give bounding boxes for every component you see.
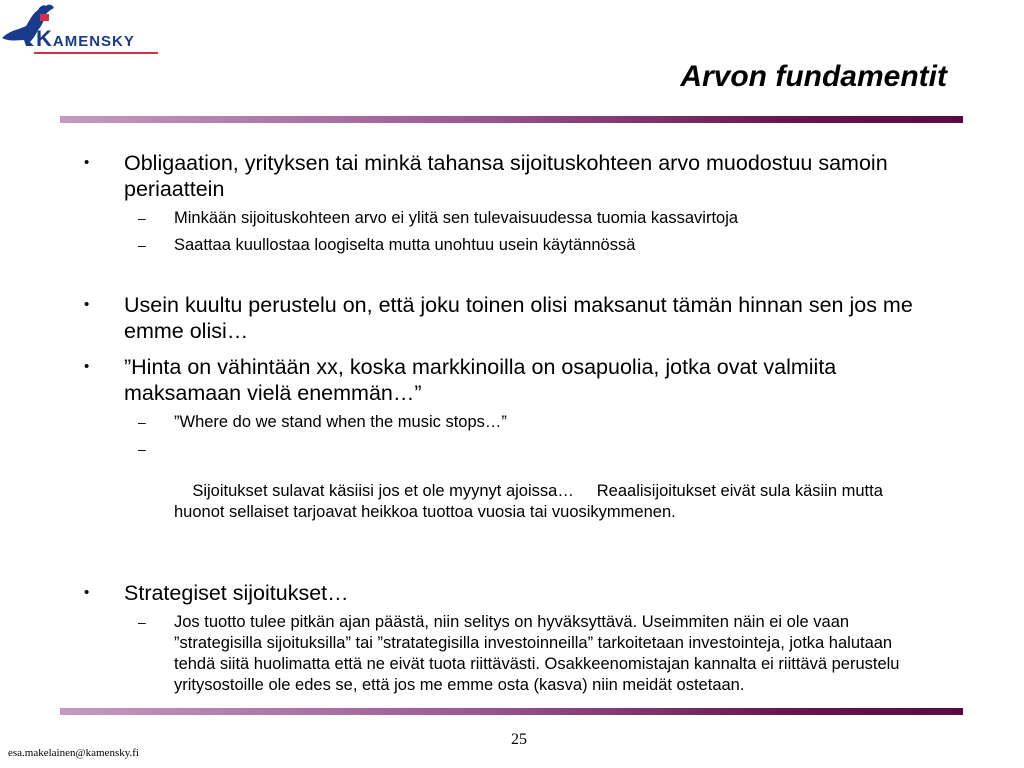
- company-logo: [0, 0, 170, 62]
- bullet-marker: •: [84, 154, 90, 171]
- bullet-marker: •: [84, 358, 90, 375]
- slide-content: [80, 150, 930, 696]
- sub-bullet-text: Saattaa kuullostaa loogiselta mutta unohtuu usein käytännössä: [174, 236, 636, 254]
- top-divider: [60, 116, 963, 123]
- sub-bullet-item: [80, 208, 930, 229]
- sub-bullet-text: Jos tuotto tulee pitkän ajan päästä, niin selitys on hyväksyttävä. Useimmiten näin ei ole vaan ”strategisilla sijoituksilla” tai ”stratategisilla investoinneilla” tarkoitetaan investointeja, jotka halutaan tehdä siitä huolimatta että ne eivät tuota riittävästi. Osakkeenomistajan kannalta ei riittävä perustelu yritysostoille ole edes se, että jos me emme osta (kasva) niin meidät ostetaan.: [174, 613, 900, 694]
- logo-underline: [34, 52, 158, 54]
- sub-bullet-item: [80, 439, 930, 544]
- bullet-marker: •: [84, 296, 90, 313]
- dash-marker: –: [138, 614, 146, 630]
- bullet-item: [80, 580, 930, 606]
- bullet-item: [80, 354, 930, 406]
- bullet-item: [80, 150, 930, 202]
- sub-bullet-item: [80, 612, 930, 696]
- bottom-divider: [60, 708, 963, 715]
- dash-marker: –: [138, 441, 146, 457]
- bullet-text: Obligaation, yrityksen tai minkä tahansa sijoituskohteen arvo muodostuu samoin periaattein: [124, 151, 888, 201]
- sub-bullet-text: Sijoitukset sulavat käsiisi jos et ole myynyt ajoissa… Reaalisijoitukset eivät sula käsiin mutta huonot sellaiset tarjoavat heikkoa tuottoa vuosia tai vuosikymmenen.: [174, 482, 888, 521]
- bullet-text: Usein kuultu perustelu on, että joku toinen olisi maksanut tämän hinnan sen jos me emme olisi…: [124, 293, 913, 343]
- bullet-marker: •: [84, 584, 90, 601]
- slide-title: Arvon fundamentit: [680, 60, 947, 93]
- bullet-item: [80, 292, 930, 344]
- dash-marker: –: [138, 414, 146, 430]
- sub-bullet-item: [80, 412, 930, 433]
- dash-marker: –: [138, 210, 146, 226]
- sub-bullet-text: ”Where do we stand when the music stops…”: [174, 413, 507, 431]
- footer-email: esa.makelainen@kamensky.fi: [8, 747, 139, 759]
- sub-bullet-text: Minkään sijoituskohteen arvo ei ylitä sen tulevaisuudessa tuomia kassavirtoja: [174, 209, 739, 227]
- page-number: 25: [511, 731, 527, 748]
- logo-wordmark: Kamensky: [36, 26, 135, 51]
- dash-marker: –: [138, 237, 146, 253]
- bullet-text: ”Hinta on vähintään xx, koska markkinoilla on osapuolia, jotka ovat valmiita maksamaan vielä enemmän…”: [124, 355, 837, 405]
- sub-bullet-item: [80, 235, 930, 256]
- bullet-text: Strategiset sijoitukset…: [124, 581, 349, 605]
